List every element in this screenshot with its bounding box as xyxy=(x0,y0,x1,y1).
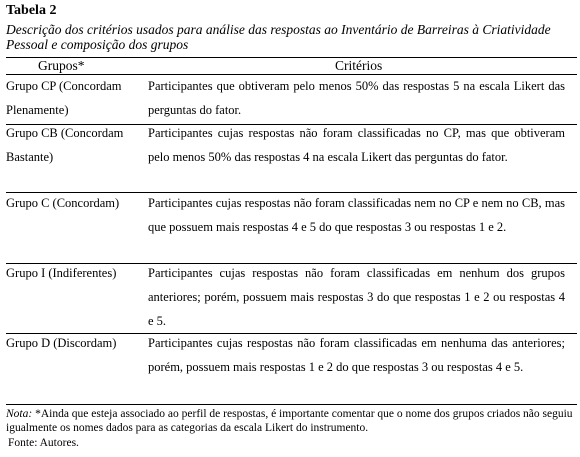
table-row-criteria-cp: Participantes que obtiveram pelo menos 50% das respostas 5 na escala Likert das perguntas do fator. xyxy=(148,79,565,117)
table-row-group-i: Grupo I (Indiferentes) xyxy=(6,266,117,280)
header-criterios: Critérios xyxy=(335,58,383,73)
table-row-group-d: Grupo D (Discordam) xyxy=(6,336,117,350)
table-source: Fonte: Autores. xyxy=(8,437,79,449)
table-row-criteria-d: Participantes cujas respostas não foram classificadas em nenhuma das anteriores; porém, possuem mais respostas 1 e 2 do que respostas 3 ou respostas 4 e 5. xyxy=(148,336,565,374)
table-note xyxy=(6,407,578,435)
table-row-criteria-c: Participantes cujas respostas não foram classificadas nem no CP e nem no CB, mas que possuem mais respostas 4 e 5 do que respostas 3 ou respostas 1 e 2. xyxy=(148,196,565,234)
header-grupos: Grupos* xyxy=(38,58,85,73)
table-caption: Descrição dos critérios usados para análise das respostas ao Inventário de Barreiras à Criatividade Pessoal e composição dos grupos xyxy=(6,22,551,52)
note-text: *Ainda que esteja associado ao perfil de respostas, é importante comentar que o nome dos grupos criados não seguiu igualmente os nomes dados para as categorias da escala Likert do instrumento. xyxy=(6,408,573,434)
table-title: Tabela 2 xyxy=(6,3,57,18)
table-row-group-cp: Grupo CP (Concordam Plenamente) xyxy=(6,79,122,117)
table-row-group-c: Grupo C (Concordam) xyxy=(6,196,120,210)
table-row-criteria-cb: Participantes cujas respostas não foram classificadas no CP, mas que obtiveram pelo menos 50% das respostas 4 na escala Likert das perguntas do fator. xyxy=(148,126,565,164)
table-row-group-cb: Grupo CB (Concordam Bastante) xyxy=(6,126,124,164)
table-row-criteria-i: Participantes cujas respostas não foram classificadas em nenhum dos grupos anteriores; porém, possuem mais respostas 3 do que respostas 1 e 2 ou respostas 4 e 5. xyxy=(148,266,565,328)
table-top-rule xyxy=(6,57,577,58)
table-bottom-rule xyxy=(6,404,577,405)
note-label: Nota: xyxy=(6,408,33,420)
